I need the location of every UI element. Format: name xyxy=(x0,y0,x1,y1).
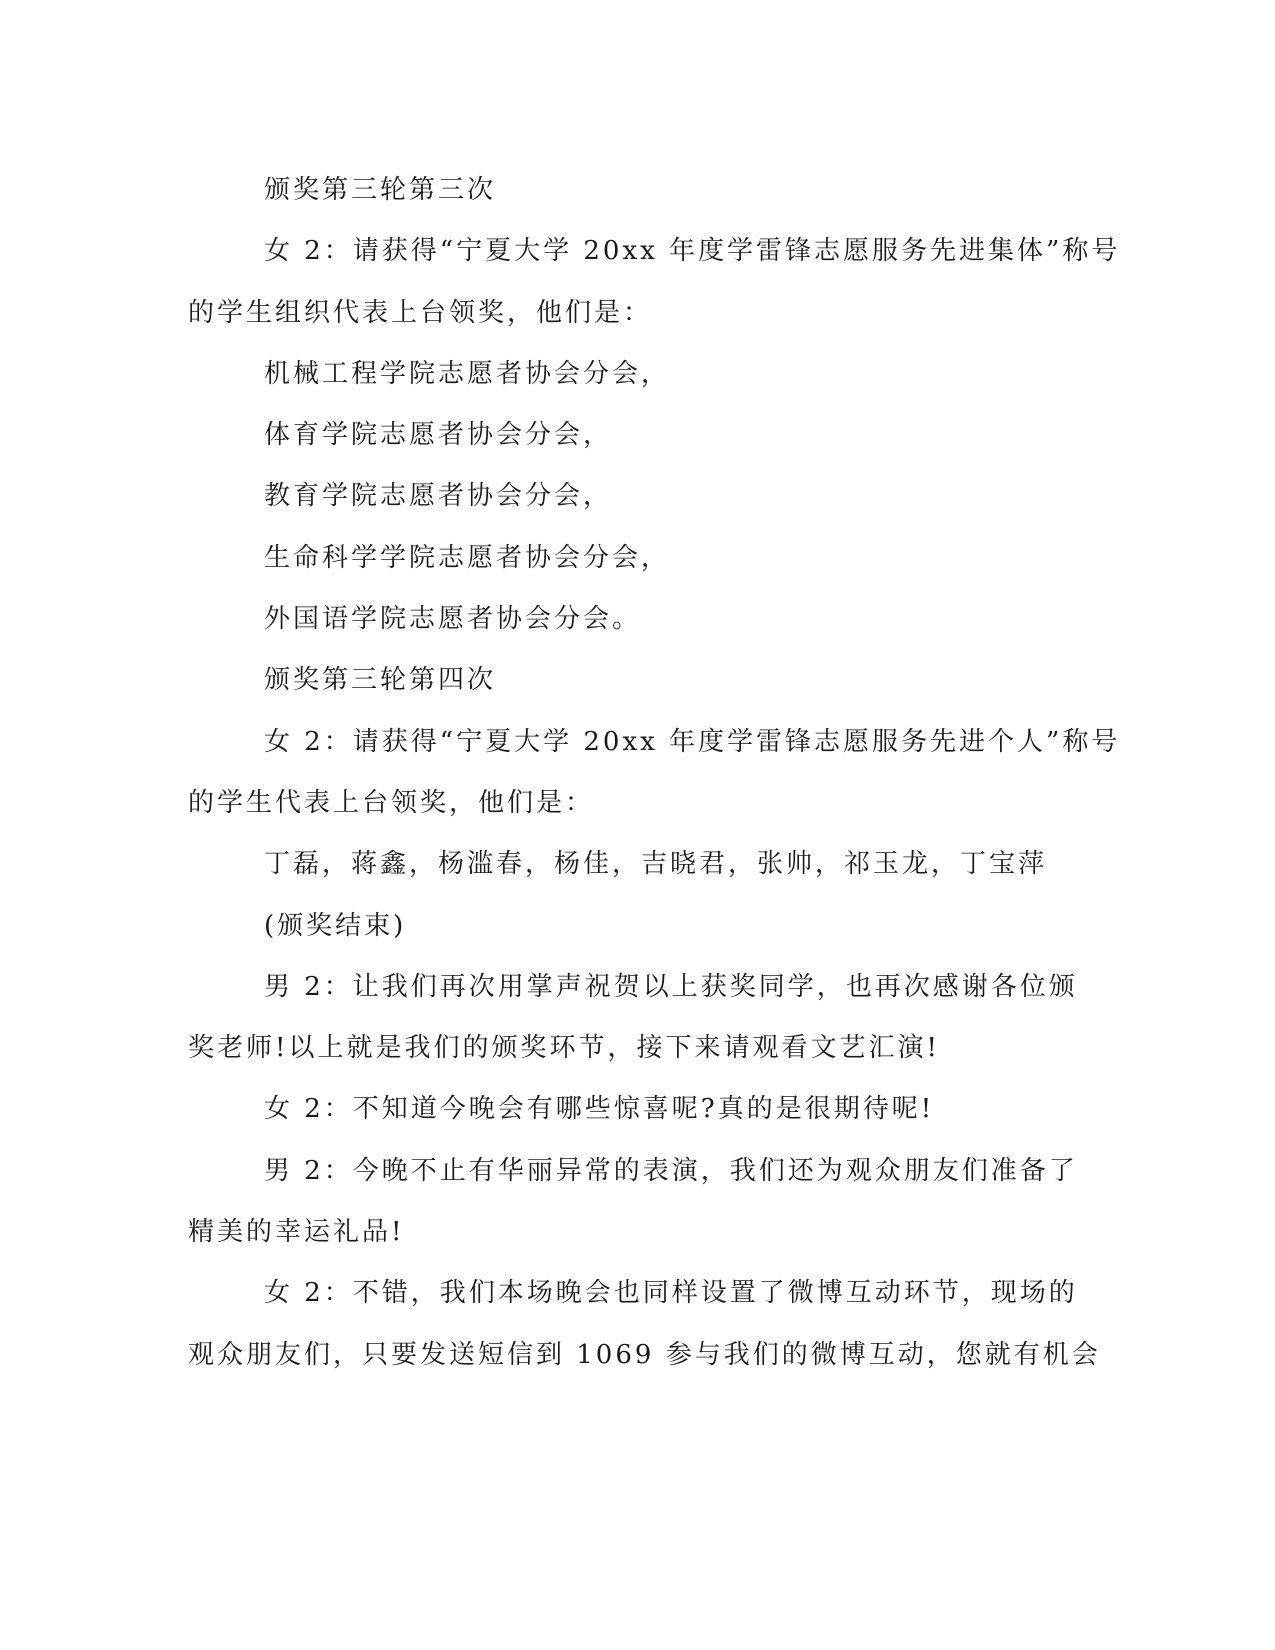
paragraph-line: 男 2：让我们再次用掌声祝贺以上获奖同学，也再次感谢各位颁 xyxy=(264,971,1078,1002)
list-item: 生命科学学院志愿者协会分会， xyxy=(264,542,671,573)
section-heading: 颁奖第三轮第四次 xyxy=(264,665,497,696)
paragraph-line: 男 2：今晚不止有华丽异常的表演，我们还为观众朋友们准备了 xyxy=(264,1155,1078,1186)
paragraph-line: 女 2：不知道今晚会有哪些惊喜呢?真的是很期待呢! xyxy=(264,1094,935,1125)
list-item: 外国语学院志愿者协会分会。 xyxy=(264,604,642,635)
list-item: 教育学院志愿者协会分会， xyxy=(264,481,613,512)
paragraph-line: 女 2：请获得“宁夏大学 20xx 年度学雷锋志愿服务先进个人”称号 xyxy=(264,726,1121,757)
list-item: 体育学院志愿者协会分会， xyxy=(264,420,613,451)
paragraph-line: 观众朋友们，只要发送短信到 1069 参与我们的微博互动，您就有机会 xyxy=(188,1339,1101,1370)
paragraph-line: 女 2：不错，我们本场晚会也同样设置了微博互动环节，现场的 xyxy=(264,1278,1078,1309)
paragraph-line: 的学生组织代表上台领奖，他们是： xyxy=(188,297,653,328)
names-line: 丁磊，蒋鑫，杨滥春，杨佳，吉晓君，张帅，祁玉龙，丁宝萍 xyxy=(264,849,1048,880)
stage-note: (颁奖结束) xyxy=(264,910,407,941)
paragraph-line: 的学生代表上台领奖，他们是： xyxy=(188,787,595,818)
section-heading: 颁奖第三轮第三次 xyxy=(264,175,497,205)
list-item: 机械工程学院志愿者协会分会， xyxy=(264,358,671,389)
paragraph-line: 奖老师!以上就是我们的颁奖环节，接下来请观看文艺汇演! xyxy=(188,1033,940,1064)
paragraph-line: 女 2：请获得“宁夏大学 20xx 年度学雷锋志愿服务先进集体”称号 xyxy=(264,236,1121,267)
paragraph-line: 精美的幸运礼品! xyxy=(188,1217,405,1248)
document-body xyxy=(188,160,1121,1386)
